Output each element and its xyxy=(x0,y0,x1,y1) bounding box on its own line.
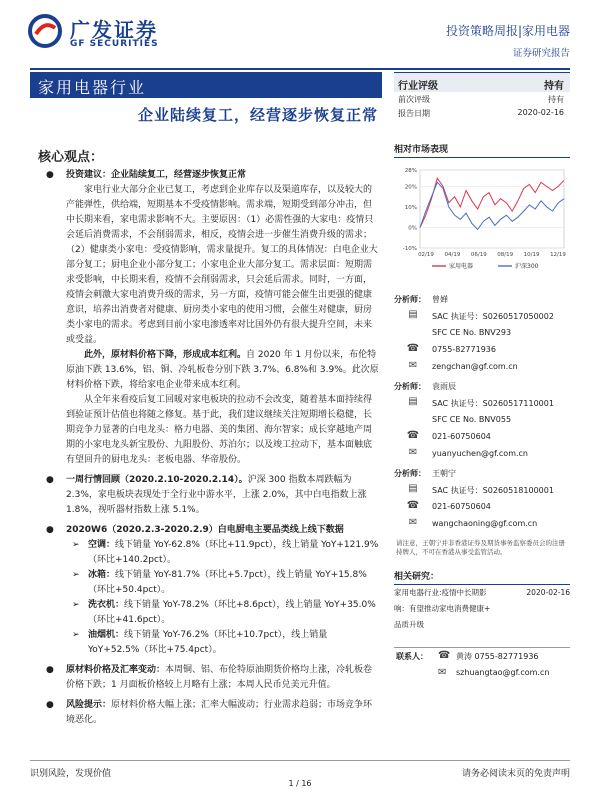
analyst-sac: SAC 执证号：S0260518100001 xyxy=(432,486,554,495)
related-research-text: 品质升级 xyxy=(394,620,424,629)
rating-label: 行业评级 xyxy=(398,81,438,92)
analyst-name: 曾婵 xyxy=(432,295,448,304)
bullet-icon: ● xyxy=(46,525,54,535)
x-tick-label: 08/19 xyxy=(497,252,514,258)
sidebar xyxy=(394,72,570,682)
footer-slogan: 识别风险，发现价值 xyxy=(30,769,112,779)
x-tick-label: 06/19 xyxy=(470,252,487,258)
category-figures: 线下销量 YoY-62.8%（环比+11.9pct），线上销量 YoY+121.9%（环比+140.2pct）。 xyxy=(88,540,379,565)
key-point xyxy=(46,663,380,693)
analyst-email-row xyxy=(394,516,570,533)
series-line-csi300 xyxy=(420,182,564,229)
bullet-icon: ● xyxy=(46,475,54,485)
key-point-paragraph xyxy=(66,393,380,468)
related-research-list xyxy=(394,585,570,633)
analyst-label: 分析师： xyxy=(394,469,426,478)
rating-bar xyxy=(394,72,570,92)
key-point-heading: 2020W6（2020.2.3-2020.2.9）白电厨电主要品类线上线下数据 xyxy=(66,525,344,535)
x-tick-label: 10/19 xyxy=(523,252,540,258)
analyst-note: 请注意，王朝宁并非香港证券及期货事务监察委员会的注册持牌人，不可在香港从事受监管活动。 xyxy=(396,539,565,556)
category-name: 洗衣机： xyxy=(88,600,125,610)
gf-logo-mark xyxy=(28,14,62,48)
contact-email: szhuangtao@gf.com.cn xyxy=(456,668,550,677)
analyst-sac-row xyxy=(394,308,570,325)
chart-grid xyxy=(420,170,564,248)
id-card-icon: ▤ xyxy=(408,309,418,320)
report-headline: 企业陆续复工，经营逐步恢复正常 xyxy=(137,106,378,124)
paragraph-text: 沪深 300 指数本周跌幅为 2.3%，家电板块表现处于全行业中游水平，上涨 2.0%，其中白电指数上涨 1.8%，视听器材指数上涨 5.1%。 xyxy=(66,475,367,515)
page-number: 1 / 16 xyxy=(288,779,312,788)
analyst-card xyxy=(394,291,570,376)
key-point-paragraph xyxy=(66,183,380,348)
core-view-title: 核心观点： xyxy=(38,150,104,165)
footer-disclaimer: 请务必阅读末页的免责声明 xyxy=(461,769,570,779)
bullet-icon: ● xyxy=(46,665,54,675)
category-data-item xyxy=(66,628,380,658)
category-figures: 线下销量 YoY-76.2%（环比+10.7pct），线上销量 YoY+52.5%（环比+75.4pct）。 xyxy=(88,630,328,655)
analyst-sfc: SFC CE No. BNV055 xyxy=(432,415,512,424)
contact-phone-row xyxy=(394,648,570,665)
previous-rating-label: 前次评级 xyxy=(398,95,430,104)
gf-logo xyxy=(28,12,178,58)
key-point-paragraph xyxy=(66,348,380,393)
previous-rating-value: 持有 xyxy=(548,95,564,104)
analyst-email-row xyxy=(394,359,570,376)
paragraph-text: 自 2020 年 1 月份以来，布伦特原油下跌 13.6%，铝、铜、冷轧板卷分别下跌 3.7%、6.8%和 3.9%。此次原材料价格下跌，将给家电企业带来成本红利。 xyxy=(66,350,379,390)
market-performance-title: 相对市场表现 xyxy=(394,142,570,158)
y-tick-label: 0% xyxy=(408,225,417,232)
key-point-heading: 投资建议：企业陆续复工，经营逐步恢复正常 xyxy=(66,170,247,180)
header-right xyxy=(446,22,570,59)
industry-band xyxy=(30,72,382,98)
paragraph-text: 家电行业大部分企业已复工，考虑到企业库存以及渠道库存，以及较大的产能弹性，供给端，短期基本不受疫情影响。需求端，短期受到部分冲击，但中长期来看，家电需求影响不大。主要原因：（1）必需性强的大家电：疫情只会延后消费需求，不会削弱需求，相反，疫情会进一步催生消费升级的需求；（2）健康类小家电：受疫情影响，需求量提升。复工的具体情况：白电企业大部分复工；厨电企业小部分复工；小家电企业大部分复工。需求层面：短期需求受影响，中长期来看，疫情不会削弱需求，只会延后需求。同时，一方面，疫情会刺激大家电消费升级的需求，另一方面，疫情可能会催生出更强的健康意识，培养出消费者对健康、厨房类小家电的使用习惯，会催生对健康，厨房类小家电的需求。考虑到目前小家电渗透率对比国外仍有很大提升空间，未来或受益。 xyxy=(66,185,378,345)
analyst-name: 袁雨辰 xyxy=(432,382,456,391)
legend-label: 家用电器 xyxy=(449,263,474,270)
report-type: 证券研究报告 xyxy=(512,48,570,59)
key-point-heading: 风险提示： xyxy=(66,700,112,710)
related-research-text: 家用电器行业:疫情中长期影 xyxy=(394,588,487,597)
report-date-label: 报告日期 xyxy=(398,109,430,118)
chart-ticks xyxy=(403,168,567,258)
key-point xyxy=(46,523,380,658)
category-name: 冰箱： xyxy=(88,570,116,580)
core-view-body xyxy=(46,166,380,728)
header-divider xyxy=(30,68,570,70)
relative-performance-chart xyxy=(394,162,570,282)
analyst-sfc-row xyxy=(394,325,570,342)
analyst-sfc: SFC CE No. BNV293 xyxy=(432,328,512,337)
analyst-email-row xyxy=(394,446,570,463)
category-figures: 线下销量 YoY-78.2%（环比+8.6pct），线上销量 YoY+35.0%（环比+41.6pct）。 xyxy=(88,600,376,625)
related-research-text: 响：有望推动家电消费健康+ xyxy=(394,604,491,613)
bullet-icon: ● xyxy=(46,700,54,710)
related-research-item[interactable] xyxy=(394,585,570,601)
analyst-email[interactable]: zengchan@gf.com.cn xyxy=(432,362,518,371)
related-research-date: 2020-02-16 xyxy=(526,588,570,597)
analyst-email[interactable]: wangchaoning@gf.com.cn xyxy=(432,519,538,528)
chart-series xyxy=(420,178,564,229)
chart-legend xyxy=(432,262,539,270)
analyst-phone-row xyxy=(394,342,570,359)
key-point xyxy=(46,698,380,728)
paragraph-text: 本周铜、铝、布伦特原油期货价格均上涨，冷轧板卷价格下跌；1 月面板价格较上月略有上涨；本周人民币兑美元升值。 xyxy=(66,665,373,690)
arrow-bullet-icon: ➢ xyxy=(72,630,80,640)
logo-english: GF SECURITIES xyxy=(70,39,159,49)
bullet-icon: ● xyxy=(46,170,54,180)
category-data-item xyxy=(66,538,380,568)
analyst-phone-row xyxy=(394,499,570,516)
paragraph-emphasis: 此外，原材料价格下降，形成成本红利。 xyxy=(84,350,247,360)
category-name: 油烟机： xyxy=(88,630,125,640)
y-tick-label: -10% xyxy=(402,246,417,252)
analyst-phone-row xyxy=(394,429,570,446)
legend-label: 沪深300 xyxy=(515,263,539,270)
analyst-list xyxy=(394,291,570,533)
id-card-icon: ▤ xyxy=(408,396,418,407)
category-data-item xyxy=(66,598,380,628)
analyst-sac: SAC 执证号：S0260517110001 xyxy=(432,399,554,408)
analyst-sac-row xyxy=(394,482,570,499)
arrow-bullet-icon: ➢ xyxy=(72,540,80,550)
analyst-name-row xyxy=(394,465,570,482)
email-icon: ✉ xyxy=(408,517,418,528)
category-name: 空调： xyxy=(88,540,116,550)
footer-divider xyxy=(30,760,570,761)
key-point-paragraph xyxy=(66,700,372,725)
contact-email-row xyxy=(394,665,570,682)
email-icon: ✉ xyxy=(438,667,447,678)
related-research-title: 相关研究： xyxy=(394,569,570,585)
report-date-row xyxy=(394,106,570,120)
paragraph-text: 从全年来看疫后复工回暖对家电板块的拉动不会改变，随着基本面持续得到验证预计估值也将随之修复。基于此，我们建议继续关注短期增长稳健，长期竞争力显著的白电龙头：格力电器、美的集团、海尔智家；成长穿越地产周期的小家电龙头新宝股份、九阳股份、苏泊尔；以及竣工拉动下，基本面触底有望回升的厨电龙头：老板电器、华帝股份。 xyxy=(66,395,373,465)
arrow-bullet-icon: ➢ xyxy=(72,570,80,580)
rating-value: 持有 xyxy=(544,81,564,92)
analyst-phone: 021-60750604 xyxy=(432,502,491,511)
industry-name: 家用电器行业 xyxy=(38,78,147,97)
analyst-email[interactable]: yuanyuchen@gf.com.cn xyxy=(432,449,528,458)
analyst-label: 分析师： xyxy=(394,382,426,391)
analyst-name-row xyxy=(394,378,570,395)
x-tick-label: 04/19 xyxy=(444,252,461,258)
phone-icon: ☎ xyxy=(438,650,451,661)
category-figures: 线下销量 YoY-81.7%（环比+5.7pct），线上销量 YoY+15.8%（环比+50.4pct）。 xyxy=(88,570,367,595)
email-icon: ✉ xyxy=(408,447,418,458)
report-title: 投资策略周报|家用电器 xyxy=(445,24,570,38)
analyst-phone: 0755-82771936 xyxy=(432,345,496,354)
paragraph-text: 原材料价格大幅上涨；汇率大幅波动；行业需求趋弱；市场竞争环境恶化。 xyxy=(66,700,373,725)
analyst-name-row xyxy=(394,291,570,308)
analyst-phone: 021-60750604 xyxy=(432,432,491,441)
contact-name-phone: 黄涛 0755-82771936 xyxy=(456,652,539,661)
key-point xyxy=(46,168,380,468)
key-point-heading: 原材料价格及汇率变动： xyxy=(66,665,166,675)
title-banner xyxy=(30,72,382,130)
arrow-bullet-icon: ➢ xyxy=(72,600,80,610)
report-date-value: 2020-02-16 xyxy=(517,108,564,117)
contact-label: 联系人： xyxy=(396,652,428,661)
analyst-name: 王朝宁 xyxy=(432,469,456,478)
plot-frame xyxy=(420,170,564,248)
x-tick-label: 02/19 xyxy=(418,252,434,258)
phone-icon: ☎ xyxy=(406,500,420,511)
analyst-sac-row xyxy=(394,395,570,412)
analyst-sfc-row xyxy=(394,412,570,429)
related-research-item[interactable] xyxy=(394,601,570,617)
id-card-icon: ▤ xyxy=(408,483,418,494)
email-icon: ✉ xyxy=(408,360,418,371)
y-tick-label: 28% xyxy=(404,168,417,174)
key-point-heading: 一周行情回顾（2020.2.10-2020.2.14）。 xyxy=(66,475,248,485)
phone-icon: ☎ xyxy=(406,430,420,441)
analyst-sac: SAC 执证号：S0260517050002 xyxy=(432,312,554,321)
phone-icon: ☎ xyxy=(406,343,420,354)
related-research-item[interactable] xyxy=(394,617,570,633)
y-tick-label: 10% xyxy=(404,204,417,211)
previous-rating-row xyxy=(394,92,570,106)
logo-chinese: 广发证券 xyxy=(70,18,158,42)
key-point xyxy=(46,473,380,518)
category-data-item xyxy=(66,568,380,598)
analyst-card xyxy=(394,465,570,533)
analyst-card xyxy=(394,378,570,463)
y-tick-label: 20% xyxy=(404,184,417,191)
x-tick-label: 12/19 xyxy=(550,252,566,258)
analyst-label: 分析师： xyxy=(394,295,426,304)
